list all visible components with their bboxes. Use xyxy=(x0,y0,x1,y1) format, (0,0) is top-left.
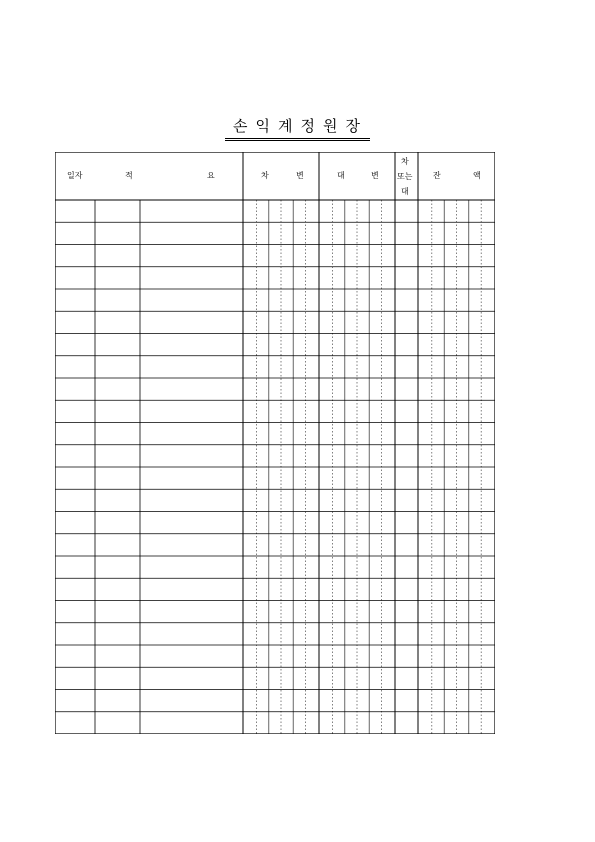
header-drcr-3: 대 xyxy=(401,187,409,196)
header-debit-right: 변 xyxy=(296,171,304,180)
grid-lines xyxy=(55,152,495,734)
header-balance-right: 액 xyxy=(473,171,481,180)
ledger-table xyxy=(55,152,495,734)
header-credit-left: 대 xyxy=(337,171,345,180)
header-credit-right: 변 xyxy=(371,171,379,180)
header-drcr-1: 차 xyxy=(401,157,409,166)
ledger-grid xyxy=(55,152,495,734)
header-balance-left: 잔 xyxy=(433,171,441,180)
ledger-title xyxy=(0,115,595,141)
header-debit-left: 차 xyxy=(261,171,269,180)
header-date: 일자 xyxy=(67,171,83,180)
header-summary-left: 적 xyxy=(125,171,133,180)
ledger-title-text: 손익계정원장 xyxy=(225,115,370,141)
header-summary-right: 요 xyxy=(207,171,215,180)
header-drcr-2: 또는 xyxy=(397,172,413,181)
